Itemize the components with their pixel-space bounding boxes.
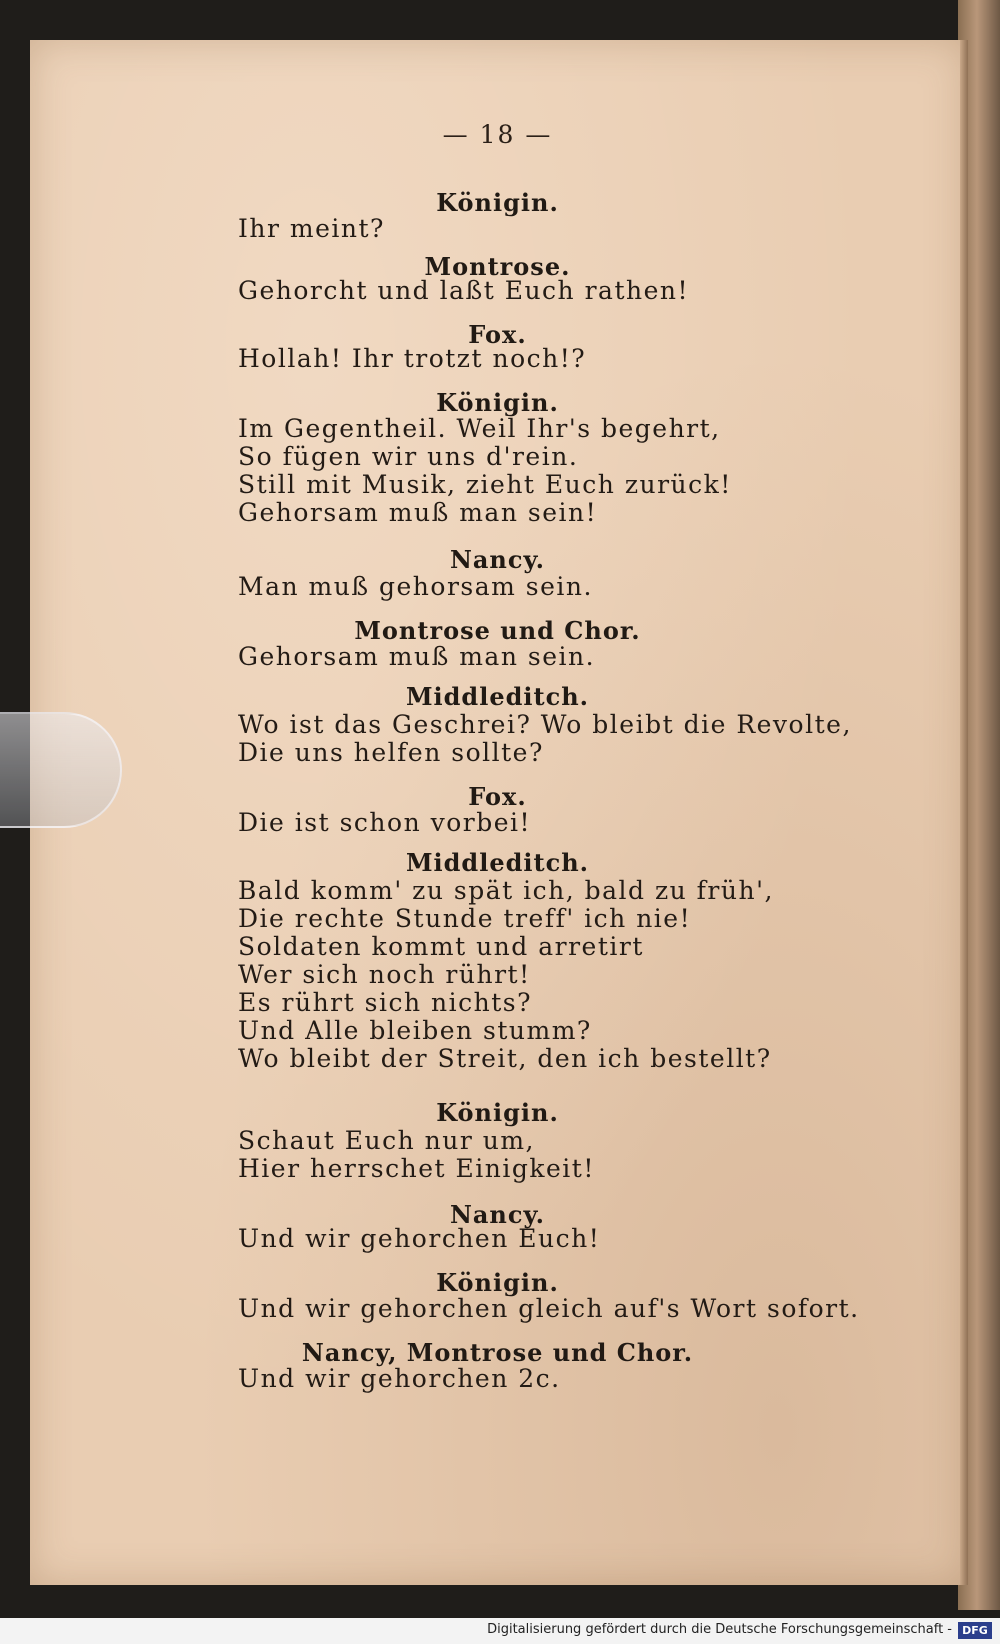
speaker-name: Nancy.: [449, 545, 546, 574]
dialogue-line: Und wir gehorchen gleich auf's Wort sofort.: [238, 1294, 860, 1323]
dialogue-line: Die ist schon vorbei!: [238, 808, 532, 837]
dialogue-line: Still mit Musik, zieht Euch zurück!: [238, 470, 732, 499]
dialogue-line: Und Alle bleiben stumm?: [238, 1016, 592, 1045]
book-page: [30, 40, 965, 1585]
dialogue-line: Wo ist das Geschrei? Wo bleibt die Revolte,: [238, 710, 852, 739]
speaker-name: Königin.: [436, 388, 559, 417]
dialogue-line: So fügen wir uns d'rein.: [238, 442, 579, 471]
funding-note: Digitalisierung gefördert durch die Deutsche Forschungsgemeinschaft -: [487, 1622, 952, 1637]
page-edge: [960, 40, 968, 1585]
speaker-name: Montrose und Chor.: [354, 616, 641, 645]
dialogue-line: Die uns helfen sollte?: [238, 738, 544, 767]
speaker-name: Middleditch.: [405, 682, 590, 711]
dialogue-line: Und wir gehorchen 2c.: [238, 1364, 561, 1393]
dialogue-text: [30, 40, 965, 1585]
dialogue-line: Bald komm' zu spät ich, bald zu früh',: [238, 876, 774, 905]
dialogue-line: Man muß gehorsam sein.: [238, 572, 593, 601]
dialogue-line: Hollah! Ihr trotzt noch!?: [238, 344, 587, 373]
dialogue-line: Die rechte Stunde treff' ich nie!: [238, 904, 692, 933]
speaker-name: Königin.: [436, 1098, 559, 1127]
dialogue-line: Im Gegentheil. Weil Ihr's begehrt,: [238, 414, 721, 443]
dfg-logo: DFG: [958, 1622, 992, 1639]
dialogue-line: Ihr meint?: [238, 214, 385, 243]
dialogue-line: Und wir gehorchen Euch!: [238, 1224, 601, 1253]
speaker-name: Nancy, Montrose und Chor.: [301, 1338, 694, 1367]
clip-holder: [0, 712, 122, 828]
page-number: — 18 —: [442, 120, 553, 149]
dialogue-line: Es rührt sich nichts?: [238, 988, 532, 1017]
dialogue-line: Soldaten kommt und arretirt: [238, 932, 644, 961]
dialogue-line: Gehorcht und laßt Euch rathen!: [238, 276, 690, 305]
speaker-name: Nancy.: [449, 1200, 546, 1229]
dialogue-line: Wo bleibt der Streit, den ich bestellt?: [238, 1044, 772, 1073]
footer-bar: [0, 1618, 1000, 1644]
dialogue-line: Schaut Euch nur um,: [238, 1126, 535, 1155]
dialogue-line: Hier herrschet Einigkeit!: [238, 1154, 595, 1183]
dialogue-line: Wer sich noch rührt!: [238, 960, 531, 989]
dialogue-line: Gehorsam muß man sein!: [238, 498, 598, 527]
speaker-name: Fox.: [468, 320, 527, 349]
speaker-name: Fox.: [468, 782, 527, 811]
speaker-name: Königin.: [436, 188, 559, 217]
speaker-name: Montrose.: [424, 252, 571, 281]
speaker-name: Königin.: [436, 1268, 559, 1297]
dialogue-line: Gehorsam muß man sein.: [238, 642, 596, 671]
speaker-name: Middleditch.: [405, 848, 590, 877]
